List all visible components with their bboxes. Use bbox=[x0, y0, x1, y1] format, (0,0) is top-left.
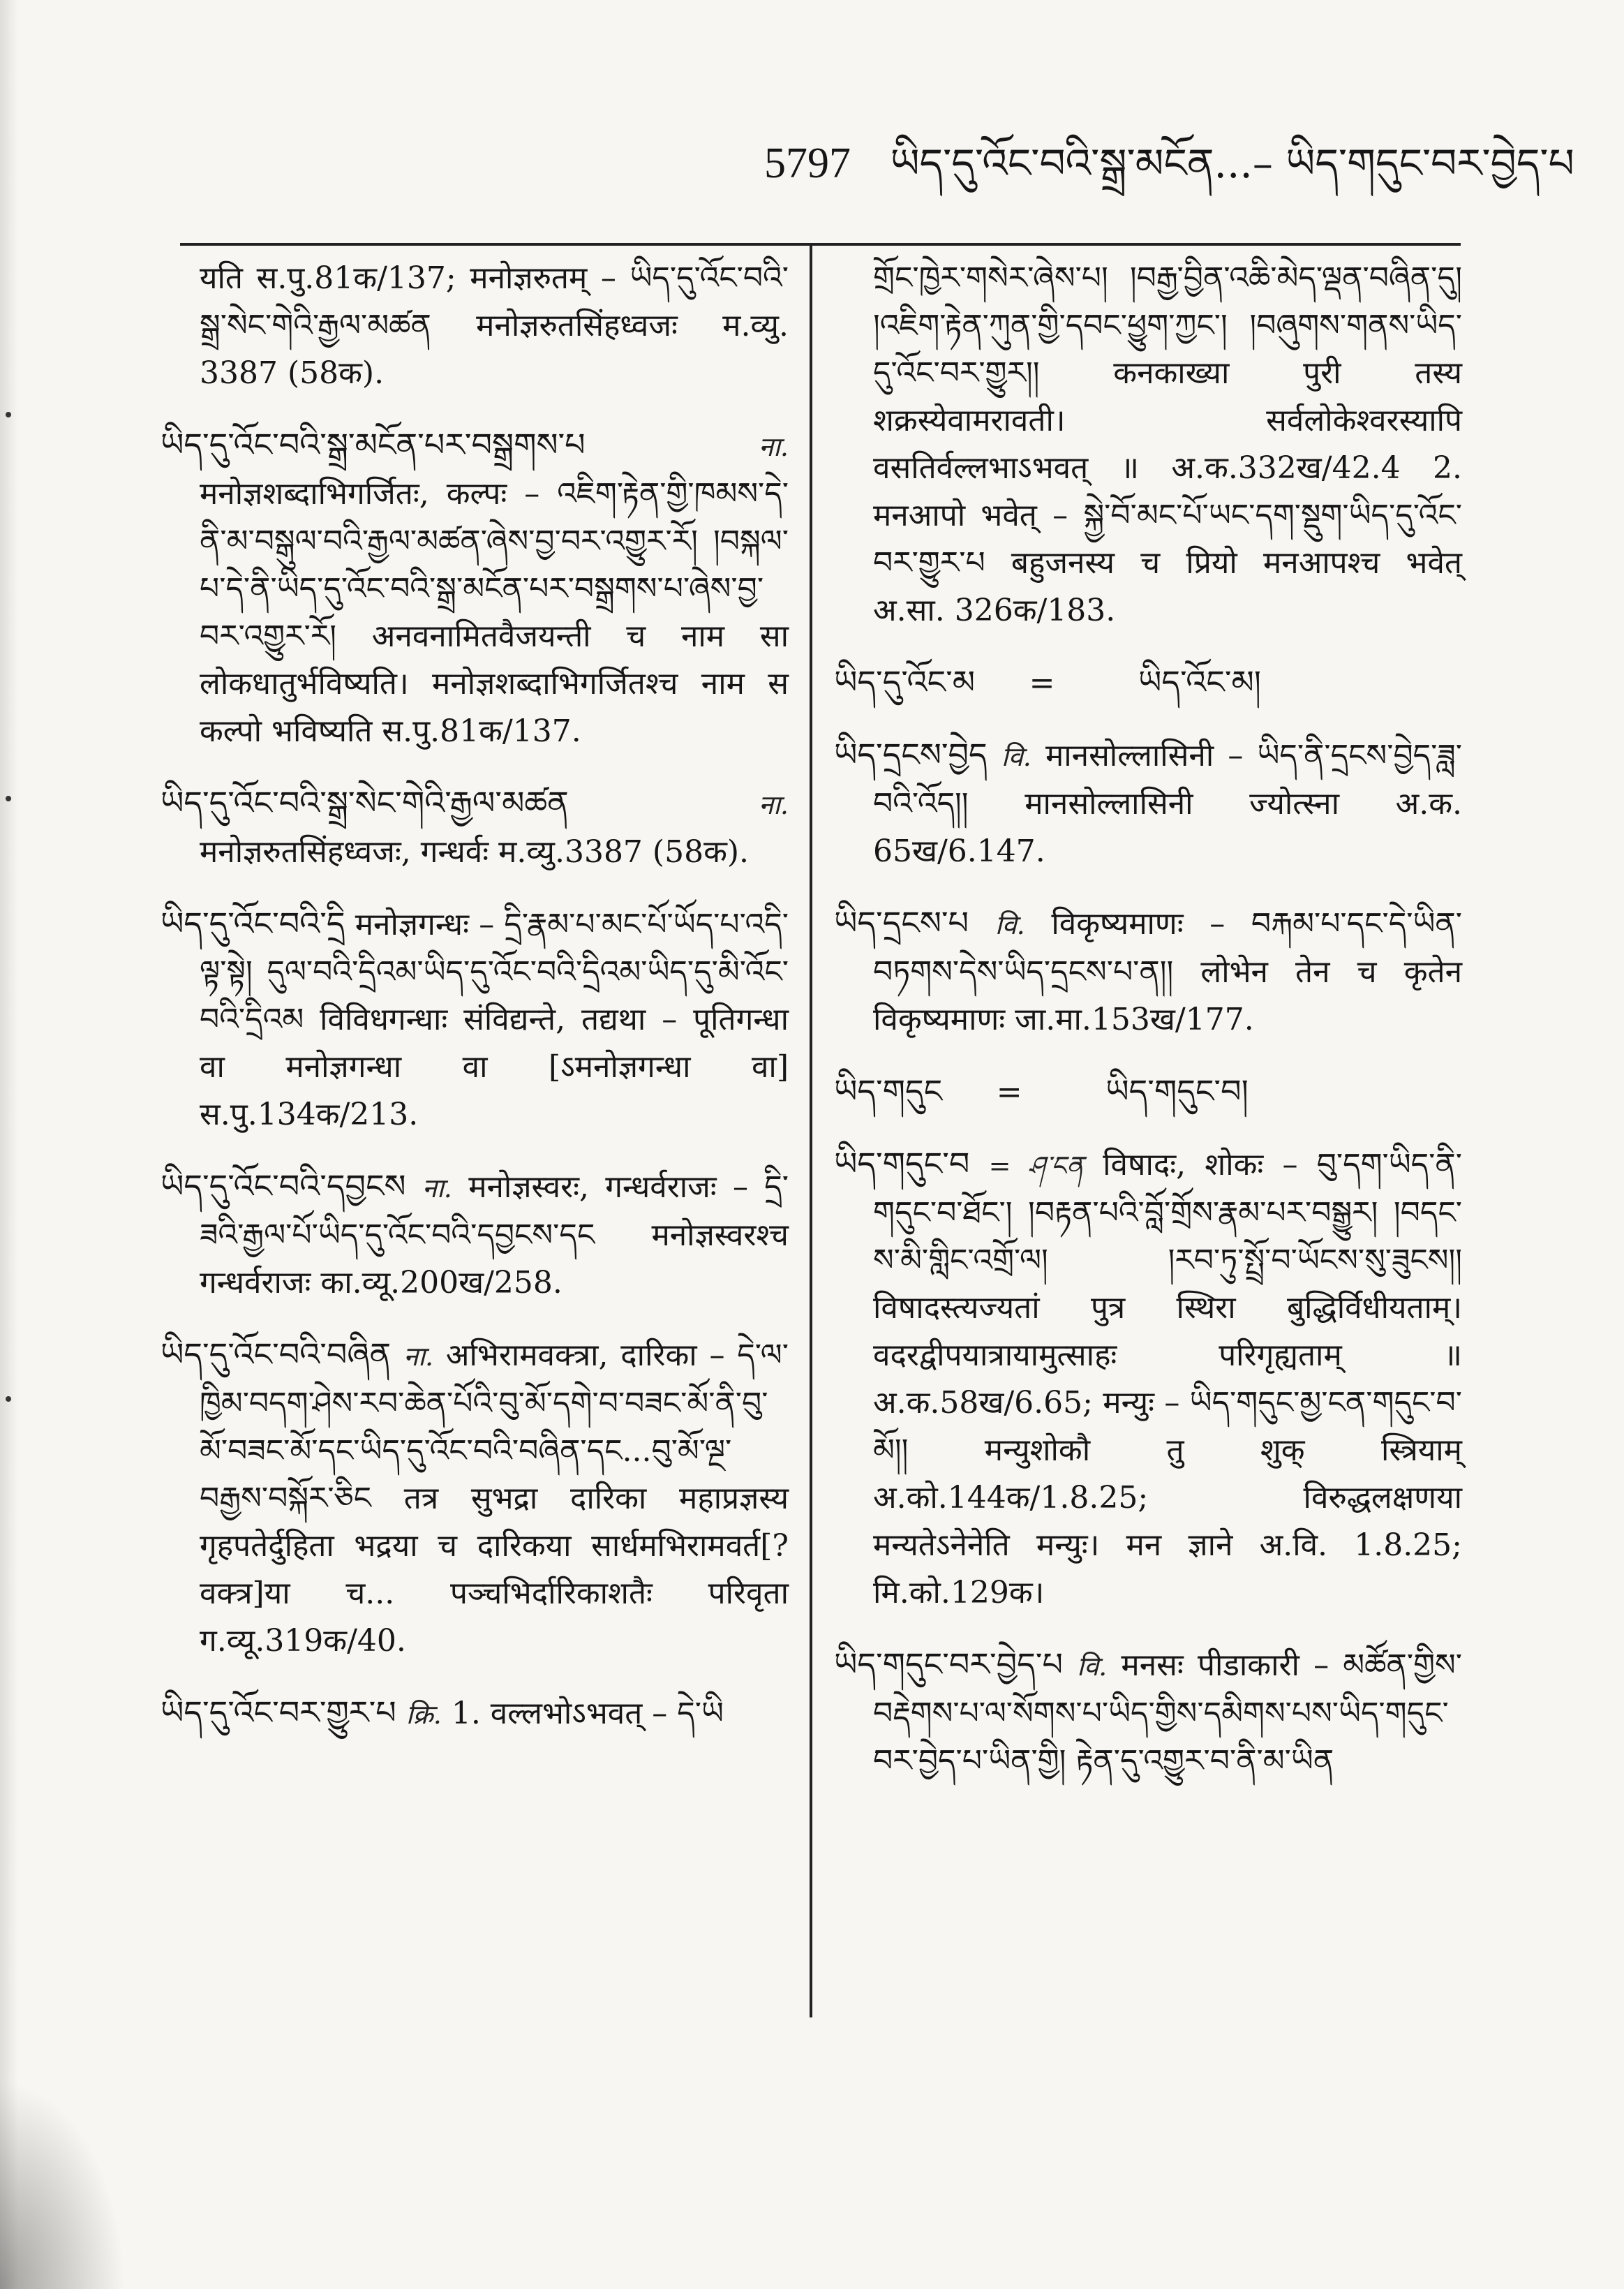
page-number: 5797 bbox=[764, 140, 851, 187]
running-title: ཡིད་དུ་འོང་བའི་སྒྲ་མངོན...– ཡིད་གདུང་བར་བྱེད་པ bbox=[890, 140, 1574, 187]
grammar-label: वि. bbox=[1077, 1651, 1108, 1682]
grammar-label: ना. bbox=[758, 790, 789, 820]
right-column bbox=[834, 255, 1462, 2084]
entry-headword: ཡིད་གདུང་བར་བྱེད་པ bbox=[834, 1645, 1063, 1683]
entry-headword: ཡིད་གདུང་བ bbox=[834, 1145, 970, 1183]
column-divider bbox=[810, 244, 812, 2017]
entry-text: मनोज्ञरुतसिंहध्वजः, गन्धर्वः म.व्यु.3387 (58क). bbox=[200, 834, 750, 870]
entry-text: मनोज्ञशब्दाभिगर्जितः, कल्पः – འཇིག་རྟེན་གྱི་ཁམས་དེ་ནི་མ་བསྒུལ་བའི་རྒྱལ་མཚན་ཞེས་བྱ་བར་འགྱུར་རོ། །བསྐལ་པ་དེ་ནི་ཡིད་དུ་འོང་བའི་སྒྲ་མངོན་པར་བསྒྲགས་པ་ཞེས་བྱ་བར་འགྱུར་རོ། अनवनामितवैजयन्ती च नाम सा लोकधातुर्भविष्यति। मनोज्ञशब्दाभिगर्जितश्च नाम स कल्पो भविष्यति स.पु.81क/137. bbox=[200, 476, 789, 749]
grammar-label: ना. bbox=[758, 431, 789, 462]
dictionary-entry bbox=[161, 900, 789, 1139]
header-rule bbox=[180, 243, 1461, 246]
left-column bbox=[161, 255, 789, 2084]
dictionary-entry bbox=[834, 731, 1462, 875]
entry-headword: ཡིད་དུ་འོང་བའི་སྒྲ་སེང་གེའི་རྒྱལ་མཚན bbox=[161, 784, 569, 822]
dictionary-entry bbox=[834, 255, 1462, 635]
page-header bbox=[764, 119, 1574, 202]
entry-headword: ཡིད་དུ་འོང་བའི་དྲི bbox=[161, 905, 345, 942]
entry-headword: ཡིད་དུ་འོང་བར་གྱུར་པ bbox=[161, 1694, 396, 1731]
dictionary-entry bbox=[834, 1140, 1462, 1617]
entry-text: 1. वल्लभोऽभवत् – དེ་ཡི bbox=[451, 1696, 724, 1731]
grammar-label: क्रि. bbox=[405, 1699, 442, 1730]
entry-text: मनोज्ञस्वरः, गन्धर्वराजः – དྲི་ཟའི་རྒྱལ་པོ་ཡིད་དུ་འོང་བའི་དབྱངས་དང मनोज्ञस्वरश्च गन्धर्वराजः का.व्यू.200ख/258. bbox=[200, 1169, 789, 1301]
dictionary-entry bbox=[161, 1162, 789, 1307]
entry-text: གྲོང་ཁྱེར་གསེར་ཞེས་པ། །བརྒྱ་བྱིན་འཆི་མེད་ལྡན་བཞིན་དུ། །འཇིག་རྟེན་ཀུན་གྱི་དབང་ཕྱུག་ཀྱང་། །བཞུགས་གནས་ཡིད་དུ་འོང་བར་གྱུར།། कनकाख्या पुरी तस्य शक्रस्येवामरावती। सर्वलोकेश्वरस्यापि वसतिर्वल्लभाऽभवत् ॥ अ.क.332ख/42.4 2. मनआपो भवेत् – སྐྱེ་བོ་མང་པོ་ཡང་དག་སྡུག་ཡིད་དུ་འོང་བར་གྱུར་པ बहुजनस्य च प्रियो मनआपश्च भवेत् अ.सा. 326क/183. bbox=[873, 260, 1462, 628]
dictionary-entry bbox=[834, 899, 1462, 1044]
see-reference: ཡིད་འོང་མ། bbox=[1138, 663, 1261, 701]
scan-smudge bbox=[0, 2080, 126, 2289]
entry-text: विषादः, शोकः – བུ་དག་ཡིད་ནི་གདུང་བ་ཐོང་། །བརྟན་པའི་བློ་གྲོས་རྣམ་པར་བསྒྱུར། །བདང་ས་མི་གླིང་འགྲོ་ལ། །རབ་ཏུ་སྤྲོ་བ་ཡོངས་སུ་ཟུངས།། विषादस्त्यज्यतां पुत्र स्थिरा बुद्धिर्विधीयताम्। वदरद्वीपयात्रायामुत्साहः परिगृह्यताम् ॥ अ.क.58ख/6.65; मन्युः – ཡིད་གདུང་མྱ་ངན་གདུང་བ་མོ།། मन्युशोकौ तु शुक् स्त्रियाम् अ.को.144क/1.8.25; विरुद्धलक्षणया मन्यतेऽनेनेति मन्युः। मन ज्ञाने अ.वि. 1.8.25; मि.को.129क। bbox=[873, 1147, 1462, 1610]
scan-edge-shadow bbox=[0, 0, 18, 2289]
scan-speck bbox=[6, 1396, 11, 1402]
see-symbol: = bbox=[996, 1074, 1022, 1110]
see-symbol: = bbox=[1029, 665, 1055, 701]
grammar-label: वि. bbox=[1001, 741, 1031, 772]
entry-headword: ཡིད་དུ་འོང་བའི་སྒྲ་མངོན་པར་བསྒྲགས་པ bbox=[161, 426, 586, 464]
entry-headword: ཡིད་དུ་འོང་བའི་བཞིན bbox=[161, 1335, 392, 1373]
dictionary-entry bbox=[161, 421, 789, 755]
entry-text: मनसः पीडाकारी – མཚོན་གྱིས་བརྡེགས་པ་ལ་སོགས་པ་ཡིད་གྱིས་དམིགས་པས་ཡིད་གདུང་བར་བྱེད་པ་ཡིན་གྱི། རྟེན་དུ་འགྱུར་བ་ནི་མ་ཡིན bbox=[873, 1647, 1462, 1779]
dictionary-entry bbox=[161, 255, 789, 397]
entry-text: यति स.पु.81क/137; मनोज्ञरुतम् – ཡིད་དུ་འོང་བའི་སྒྲ་སེང་གེའི་རྒྱལ་མཚན मनोज्ञरुतसिंहध्वजः म.व्यु. 3387 (58क). bbox=[200, 260, 789, 391]
entry-headword: ཡིད་དྲངས་བྱེད bbox=[834, 736, 988, 773]
dictionary-entry bbox=[161, 779, 789, 876]
entry-headword: ཡིད་དུ་འོང་བའི་དབྱངས bbox=[161, 1167, 406, 1205]
entry-text: मनोज्ञगन्धः – དྲི་རྣམ་པ་མང་པོ་ཡོད་པ་འདི་ལྟ་སྟེ། དུལ་བའི་དྲིའམ་ཡིད་དུ་འོང་བའི་དྲིའམ་ཡིད་དུ་མི་འོང་བའི་དྲིའམ विविधगन्धाः संविद्यन्ते, तद्यथा – पूतिगन्धा वा मनोज्ञगन्धा वा [ऽमनोज्ञगन्धा वा] स.पु.134क/213. bbox=[200, 907, 789, 1132]
grammar-label: ना. bbox=[422, 1173, 452, 1203]
entry-headword: ཡིད་དྲངས་པ bbox=[834, 904, 969, 942]
entry-headword: ཡིད་གདུང bbox=[834, 1072, 943, 1110]
dictionary-entry bbox=[161, 1689, 789, 1738]
grammar-label: = ཤ་ངན bbox=[988, 1150, 1084, 1181]
entry-text: अभिरामवक्त्रा, दारिका – དེ་ལ་ཁྱིམ་བདག་ཤེས་རབ་ཆེན་པོའི་བུ་མོ་དགེ་བ་བཟང་མོ་ནི་བུ་མོ་བཟང་མོ་དང་ཡིད་དུ་འོང་བའི་བཞིན་དང...བུ་མོ་ལྔ་བརྒྱས་བསྐོར་ཅིང तत्र सुभद्रा दारिका महाप्रज्ञस्य गृहपतेर्दुहिता भद्रया च दारिकया सार्धमभिरामवर्त[?वक्त्र]या च... पञ्चभिर्दारिकाशतैः परिवृता ग.व्यू.319क/40. bbox=[200, 1338, 789, 1659]
scan-speck bbox=[6, 796, 11, 801]
dictionary-entry bbox=[161, 1331, 789, 1665]
dictionary-entry bbox=[834, 1640, 1462, 1785]
dictionary-entry bbox=[834, 1067, 1462, 1116]
entry-headword: ཡིད་དུ་འོང་མ bbox=[834, 663, 976, 701]
entry-text: विकृष्यमाणः – བརྐམ་པ་དང་དེ་ཡིན་བཏགས་དེས་ཡིད་དྲངས་པ་ན།། लोभेन तेन च कृतेन विकृष्यमाणः जा.मा.153ख/177. bbox=[873, 906, 1462, 1037]
dictionary-entry bbox=[834, 658, 1462, 707]
see-reference: ཡིད་གདུང་བ། bbox=[1105, 1072, 1249, 1110]
grammar-label: वि. bbox=[994, 910, 1025, 940]
scan-speck bbox=[6, 412, 11, 417]
entry-text: मानसोल्लासिनी – ཡིད་ནི་དྲངས་བྱེད་ཟླ་བའི་འོད།། मानसोल्लासिनी ज्योत्स्ना अ.क. 65ख/6.147. bbox=[873, 738, 1462, 869]
grammar-label: ना. bbox=[403, 1341, 434, 1372]
